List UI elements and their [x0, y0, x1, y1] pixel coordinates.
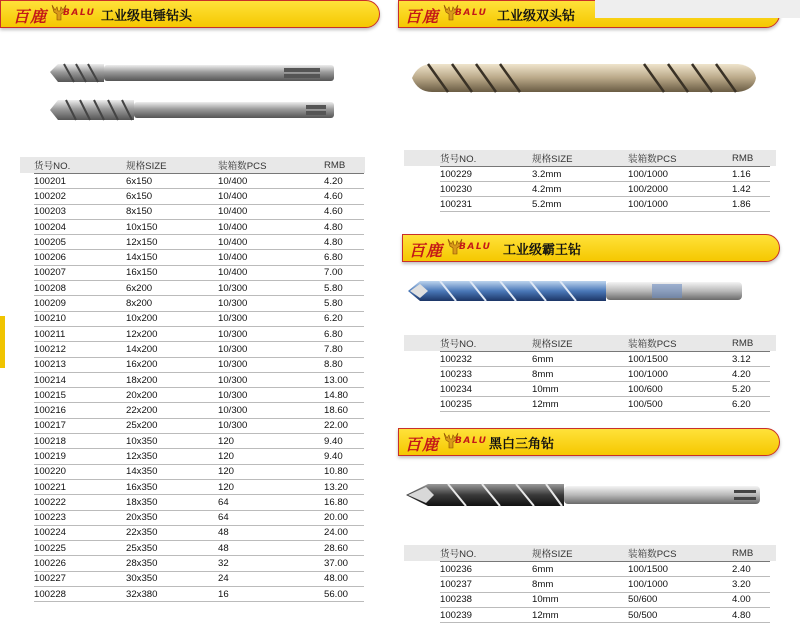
spec-table-double: [440, 150, 770, 212]
cell-pcs: 50/500: [628, 607, 732, 622]
table-header-row: [440, 545, 770, 562]
spec-table-king: [440, 335, 770, 412]
brand-logo-cn: 百鹿: [405, 435, 440, 454]
col-header-no: 货号NO.: [34, 157, 126, 174]
cell-size: 12mm: [532, 397, 628, 412]
brand-logo-cn: 百鹿: [409, 241, 444, 260]
col-header-pcs: 装箱数PCS: [218, 157, 324, 174]
cell-rmb: 3.12: [732, 352, 770, 367]
cell-size: 8x200: [126, 296, 218, 311]
table-row: [34, 449, 364, 464]
cell-size: 20x350: [126, 510, 218, 525]
cell-size: 6x150: [126, 189, 218, 204]
table-header-row: [440, 335, 770, 352]
cell-no: 100211: [34, 326, 126, 341]
cell-rmb: 4.80: [324, 235, 364, 250]
cell-pcs: 10/300: [218, 357, 324, 372]
cell-size: 16x150: [126, 265, 218, 280]
cell-no: 100217: [34, 418, 126, 433]
col-header-no: 货号NO.: [440, 545, 532, 562]
col-header-pcs: 装箱数PCS: [628, 545, 732, 562]
cell-no: 100235: [440, 397, 532, 412]
col-header-size: 规格SIZE: [532, 150, 628, 167]
cell-pcs: 10/400: [218, 250, 324, 265]
cell-pcs: 120: [218, 434, 324, 449]
cell-pcs: 10/400: [218, 219, 324, 234]
col-header-pcs: 装箱数PCS: [628, 150, 732, 167]
table-row: [34, 311, 364, 326]
cell-pcs: 120: [218, 479, 324, 494]
table-row: [440, 197, 770, 212]
section-title-hammer: 工业级电锤钻头: [101, 9, 193, 24]
cell-pcs: 32: [218, 556, 324, 571]
hammer-drill-bits-image: [44, 50, 344, 130]
cell-rmb: 3.20: [732, 577, 770, 592]
cell-size: 8x150: [126, 204, 218, 219]
table-row: [440, 367, 770, 382]
table-row: [440, 592, 770, 607]
cell-rmb: 7.00: [324, 265, 364, 280]
cell-size: 6x200: [126, 281, 218, 296]
table-row: [34, 556, 364, 571]
table-row: [440, 382, 770, 397]
cell-no: 100228: [34, 587, 126, 602]
table-row: [440, 167, 770, 182]
cell-size: 8mm: [532, 577, 628, 592]
cell-pcs: 10/300: [218, 342, 324, 357]
table-row: [34, 357, 364, 372]
cell-no: 100227: [34, 571, 126, 586]
cell-rmb: 10.80: [324, 464, 364, 479]
cell-no: 100210: [34, 311, 126, 326]
cell-no: 100204: [34, 219, 126, 234]
cell-no: 100234: [440, 382, 532, 397]
cell-rmb: 4.00: [732, 592, 770, 607]
section-title-double: 工业级双头钻: [497, 9, 576, 24]
cell-size: 12x200: [126, 326, 218, 341]
cell-no: 100205: [34, 235, 126, 250]
cell-size: 3.2mm: [532, 167, 628, 182]
cell-rmb: 6.80: [324, 250, 364, 265]
cell-rmb: 4.60: [324, 189, 364, 204]
col-header-rmb: RMB: [324, 157, 364, 174]
cell-size: 10mm: [532, 382, 628, 397]
cell-rmb: 7.80: [324, 342, 364, 357]
brand-logo-cn: 百鹿: [13, 7, 48, 26]
cell-pcs: 10/300: [218, 418, 324, 433]
col-header-rmb: RMB: [732, 150, 770, 167]
cell-rmb: 9.40: [324, 434, 364, 449]
cell-pcs: 100/1500: [628, 562, 732, 577]
cell-pcs: 100/1000: [628, 167, 732, 182]
table-row: [34, 418, 364, 433]
cell-pcs: 48: [218, 525, 324, 540]
cell-rmb: 9.40: [324, 449, 364, 464]
cell-size: 18x350: [126, 495, 218, 510]
table-row: [34, 571, 364, 586]
table-body-king: [440, 352, 770, 412]
cell-size: 22x350: [126, 525, 218, 540]
cell-no: 100216: [34, 403, 126, 418]
cell-no: 100212: [34, 342, 126, 357]
cell-size: 18x200: [126, 372, 218, 387]
table-row: [34, 525, 364, 540]
cell-size: 6mm: [532, 352, 628, 367]
cell-size: 16x200: [126, 357, 218, 372]
col-header-size: 规格SIZE: [532, 545, 628, 562]
cell-no: 100202: [34, 189, 126, 204]
cell-no: 100213: [34, 357, 126, 372]
cell-rmb: 2.40: [732, 562, 770, 577]
table-row: [34, 219, 364, 234]
cell-rmb: 4.20: [732, 367, 770, 382]
cell-rmb: 20.00: [324, 510, 364, 525]
col-header-no: 货号NO.: [440, 150, 532, 167]
cell-pcs: 10/300: [218, 372, 324, 387]
cell-pcs: 50/600: [628, 592, 732, 607]
cell-pcs: 100/600: [628, 382, 732, 397]
cell-pcs: 64: [218, 510, 324, 525]
cell-size: 14x200: [126, 342, 218, 357]
cell-no: 100231: [440, 197, 532, 212]
cell-pcs: 100/1000: [628, 367, 732, 382]
cell-pcs: 120: [218, 449, 324, 464]
cell-rmb: 22.00: [324, 418, 364, 433]
cell-rmb: 1.86: [732, 197, 770, 212]
col-header-rmb: RMB: [732, 335, 770, 352]
cell-rmb: 4.60: [324, 204, 364, 219]
spec-table-triangle: [440, 545, 770, 623]
cell-pcs: 16: [218, 587, 324, 602]
cell-rmb: 8.80: [324, 357, 364, 372]
section-banner-king: [402, 234, 780, 262]
table-row: [34, 174, 364, 189]
cell-rmb: 18.60: [324, 403, 364, 418]
table-row: [440, 397, 770, 412]
cell-pcs: 10/400: [218, 204, 324, 219]
table-row: [34, 495, 364, 510]
cell-size: 10x150: [126, 219, 218, 234]
table-row: [34, 541, 364, 556]
cell-size: 10mm: [532, 592, 628, 607]
cell-no: 100238: [440, 592, 532, 607]
col-header-pcs: 装箱数PCS: [628, 335, 732, 352]
brand-logo-cn: 百鹿: [405, 7, 440, 26]
cell-no: 100206: [34, 250, 126, 265]
cell-size: 25x200: [126, 418, 218, 433]
table-row: [440, 352, 770, 367]
cell-no: 100230: [440, 182, 532, 197]
cell-no: 100215: [34, 388, 126, 403]
spec-table-hammer: [34, 157, 364, 602]
cell-size: 28x350: [126, 556, 218, 571]
cell-rmb: 13.00: [324, 372, 364, 387]
cell-no: 100207: [34, 265, 126, 280]
cell-size: 10x200: [126, 311, 218, 326]
cell-rmb: 56.00: [324, 587, 364, 602]
cell-rmb: 4.20: [324, 174, 364, 189]
section-title-triangle: 黑白三角钻: [489, 437, 555, 452]
cell-size: 12x150: [126, 235, 218, 250]
cell-no: 100214: [34, 372, 126, 387]
table-row: [34, 388, 364, 403]
cell-pcs: 100/1000: [628, 577, 732, 592]
brand-logo-en: BALU: [459, 242, 492, 252]
cell-size: 30x350: [126, 571, 218, 586]
cell-pcs: 10/300: [218, 326, 324, 341]
cell-no: 100225: [34, 541, 126, 556]
col-header-no: 货号NO.: [440, 335, 532, 352]
cell-size: 20x200: [126, 388, 218, 403]
cell-size: 22x200: [126, 403, 218, 418]
cell-rmb: 1.16: [732, 167, 770, 182]
double-end-drill-image: [408, 56, 760, 100]
cell-size: 14x350: [126, 464, 218, 479]
cell-rmb: 16.80: [324, 495, 364, 510]
cell-no: 100239: [440, 607, 532, 622]
table-row: [34, 189, 364, 204]
cell-pcs: 10/400: [218, 235, 324, 250]
cell-size: 32x380: [126, 587, 218, 602]
table-row: [34, 250, 364, 265]
table-row: [440, 182, 770, 197]
table-row: [440, 562, 770, 577]
table-row: [34, 403, 364, 418]
cell-no: 100224: [34, 525, 126, 540]
cell-rmb: 14.80: [324, 388, 364, 403]
cell-pcs: 120: [218, 464, 324, 479]
triangle-drill-image: [404, 478, 766, 512]
cell-size: 14x150: [126, 250, 218, 265]
table-row: [34, 281, 364, 296]
table-row: [34, 296, 364, 311]
col-header-size: 规格SIZE: [532, 335, 628, 352]
king-drill-image: [406, 276, 746, 306]
col-header-size: 规格SIZE: [126, 157, 218, 174]
cell-no: 100218: [34, 434, 126, 449]
cell-pcs: 10/400: [218, 189, 324, 204]
cell-size: 6x150: [126, 174, 218, 189]
cell-no: 100237: [440, 577, 532, 592]
cell-size: 4.2mm: [532, 182, 628, 197]
cell-size: 6mm: [532, 562, 628, 577]
cell-no: 100219: [34, 449, 126, 464]
table-header-row: [34, 157, 364, 174]
cell-rmb: 48.00: [324, 571, 364, 586]
table-row: [34, 372, 364, 387]
cell-rmb: 24.00: [324, 525, 364, 540]
cell-pcs: 64: [218, 495, 324, 510]
cell-rmb: 37.00: [324, 556, 364, 571]
cell-pcs: 100/500: [628, 397, 732, 412]
table-row: [34, 204, 364, 219]
table-row: [34, 342, 364, 357]
cell-no: 100223: [34, 510, 126, 525]
section-title-king: 工业级霸王钻: [503, 243, 582, 258]
table-body-hammer: [34, 174, 364, 602]
cell-rmb: 4.80: [324, 219, 364, 234]
cell-size: 12x350: [126, 449, 218, 464]
cell-pcs: 10/400: [218, 174, 324, 189]
cell-no: 100203: [34, 204, 126, 219]
side-tab-mark: [0, 316, 5, 368]
cell-pcs: 10/300: [218, 281, 324, 296]
cell-rmb: 1.42: [732, 182, 770, 197]
cell-no: 100226: [34, 556, 126, 571]
cell-size: 25x350: [126, 541, 218, 556]
cell-pcs: 10/300: [218, 311, 324, 326]
table-row: [34, 434, 364, 449]
cell-no: 100209: [34, 296, 126, 311]
table-row: [34, 479, 364, 494]
brand-logo-en: BALU: [455, 436, 488, 446]
table-row: [34, 235, 364, 250]
cell-size: 10x350: [126, 434, 218, 449]
table-header-row: [440, 150, 770, 167]
cell-rmb: 6.80: [324, 326, 364, 341]
header-gray-strip: [595, 0, 800, 18]
cell-size: 5.2mm: [532, 197, 628, 212]
cell-size: 8mm: [532, 367, 628, 382]
cell-pcs: 24: [218, 571, 324, 586]
cell-no: 100233: [440, 367, 532, 382]
cell-no: 100222: [34, 495, 126, 510]
table-row: [34, 510, 364, 525]
cell-size: 16x350: [126, 479, 218, 494]
cell-rmb: 4.80: [732, 607, 770, 622]
cell-pcs: 100/2000: [628, 182, 732, 197]
cell-pcs: 100/1500: [628, 352, 732, 367]
table-row: [34, 587, 364, 602]
cell-rmb: 13.20: [324, 479, 364, 494]
brand-logo-en: BALU: [455, 8, 488, 18]
table-body-triangle: [440, 562, 770, 623]
cell-pcs: 10/300: [218, 403, 324, 418]
cell-no: 100232: [440, 352, 532, 367]
cell-pcs: 10/400: [218, 265, 324, 280]
cell-no: 100236: [440, 562, 532, 577]
cell-pcs: 10/300: [218, 388, 324, 403]
cell-pcs: 48: [218, 541, 324, 556]
cell-no: 100208: [34, 281, 126, 296]
table-row: [34, 265, 364, 280]
cell-rmb: 5.20: [732, 382, 770, 397]
cell-rmb: 6.20: [732, 397, 770, 412]
col-header-rmb: RMB: [732, 545, 770, 562]
table-row: [440, 607, 770, 622]
brand-logo-en: BALU: [63, 8, 96, 18]
cell-rmb: 6.20: [324, 311, 364, 326]
cell-rmb: 5.80: [324, 281, 364, 296]
cell-no: 100229: [440, 167, 532, 182]
table-row: [440, 577, 770, 592]
section-banner-triangle: [398, 428, 780, 456]
section-banner-hammer: [0, 0, 380, 28]
cell-pcs: 100/1000: [628, 197, 732, 212]
cell-no: 100221: [34, 479, 126, 494]
cell-rmb: 28.60: [324, 541, 364, 556]
table-body-double: [440, 167, 770, 212]
cell-no: 100220: [34, 464, 126, 479]
cell-pcs: 10/300: [218, 296, 324, 311]
table-row: [34, 464, 364, 479]
cell-no: 100201: [34, 174, 126, 189]
cell-size: 12mm: [532, 607, 628, 622]
table-row: [34, 326, 364, 341]
cell-rmb: 5.80: [324, 296, 364, 311]
